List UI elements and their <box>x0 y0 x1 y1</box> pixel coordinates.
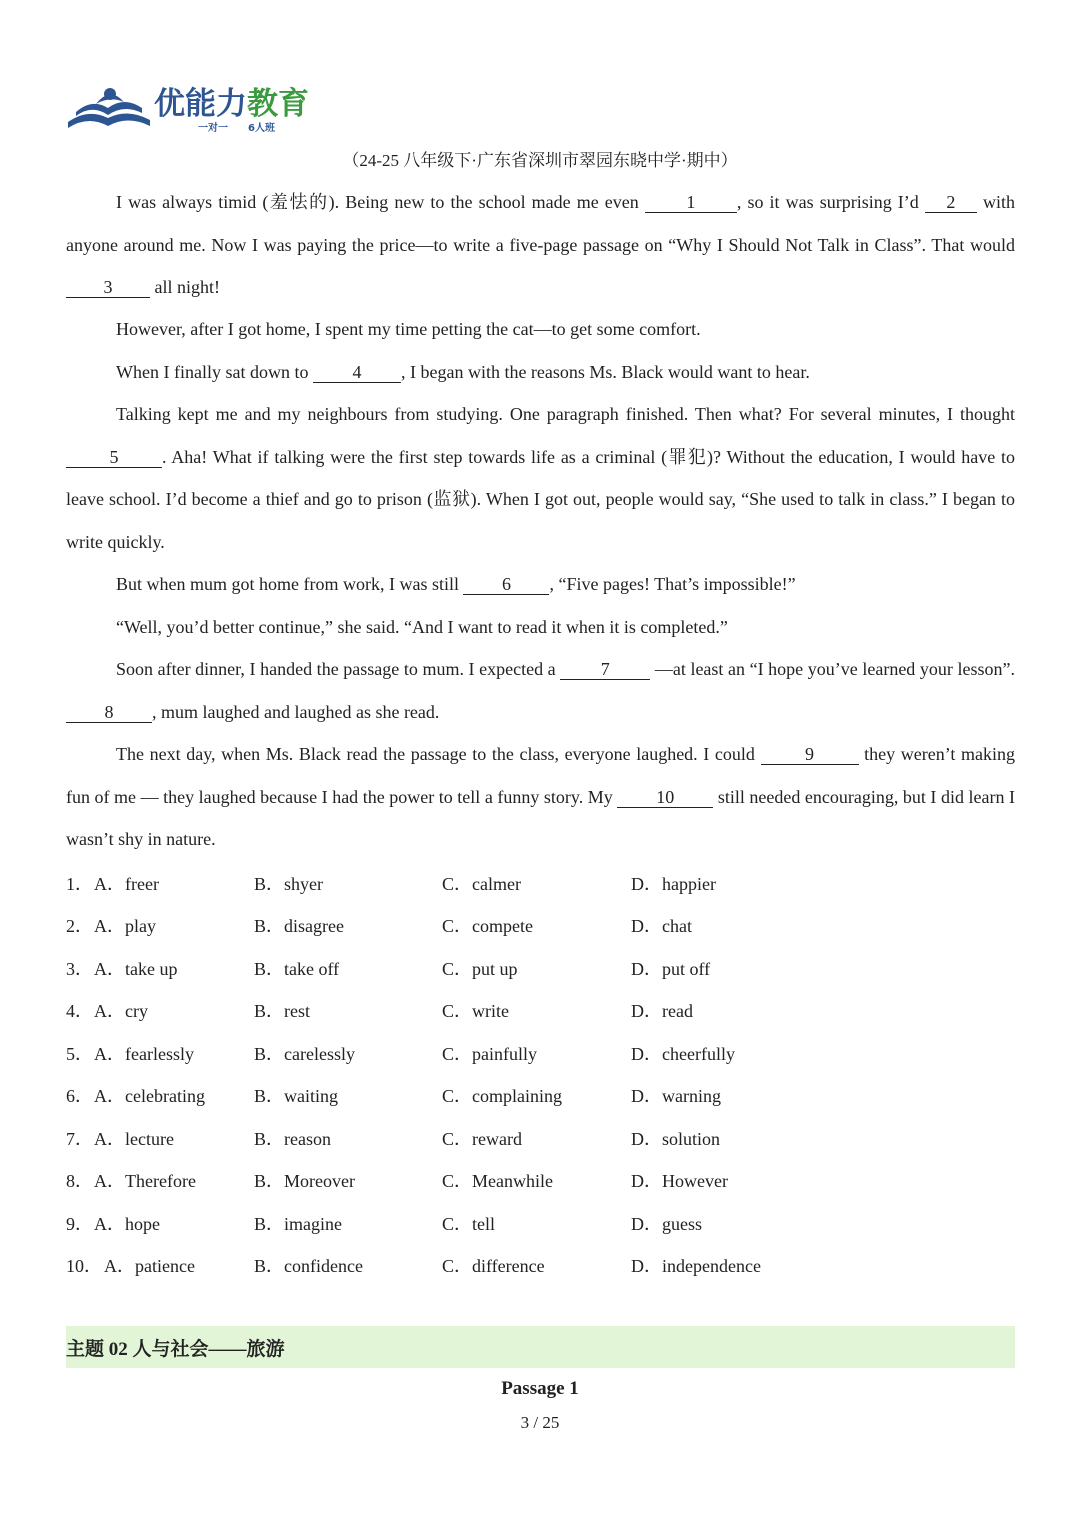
passage-paragraph-3: When I finally sat down to 4 , I began with the reasons Ms. Black would want to hear. <box>116 362 810 382</box>
question-row: 7． A．lecture B．reason C．reward D．solution <box>66 1129 721 1149</box>
question-row: 10． A．patience B．confidence C．difference D．independence <box>66 1256 761 1276</box>
logo <box>66 78 336 136</box>
blank-9: 9 <box>761 744 859 765</box>
page-number: 3 / 25 <box>520 1413 560 1432</box>
question-row: 2． A．play B．disagree C．compete D．chat <box>66 916 692 936</box>
blank-7: 7 <box>560 659 650 680</box>
question-row: 8． A．Therefore B．Moreover C．Meanwhile D．However <box>66 1171 728 1191</box>
exam-source: （24-25 八年级下·广东省深圳市翠园东晓中学·期中） <box>342 151 738 170</box>
passage-heading: Passage 1 <box>501 1378 579 1399</box>
blank-1: 1 <box>645 192 737 213</box>
brand-name: 优能力教育 <box>154 86 309 122</box>
blank-8: 8 <box>66 702 152 723</box>
brand-subtitle: 一对一 6人班 <box>198 123 275 134</box>
question-row: 6． A．celebrating B．waiting C．complaining D．warning <box>66 1086 721 1106</box>
blank-4: 4 <box>313 362 401 383</box>
question-row: 5． A．fearlessly B．carelessly C．painfully D．cheerfully <box>66 1044 735 1064</box>
question-row: 1． A．freer B．shyer C．calmer D．happier <box>66 874 716 894</box>
passage-paragraph-2: However, after I got home, I spent my time petting the cat—to get some comfort. <box>116 319 701 339</box>
passage-paragraph-5: But when mum got home from work, I was still 6 , “Five pages! That’s impossible!” <box>116 574 796 594</box>
passage-paragraph-1: I was always timid (羞怯的). Being new to the school made me even 1 , so it was surprising I’d 2 with anyone around me. Now I was paying the price—to write a five-page passage on “Why I Should Not Talk in Class”. That would 3 all night! <box>66 192 1015 297</box>
book-reader-icon <box>66 82 152 134</box>
passage-paragraph-7: Soon after dinner, I handed the passage to mum. I expected a 7 —at least an “I hope you’ve learned your lesson”. 8 , mum laughed and laughed as she read. <box>66 648 1015 733</box>
blank-10: 10 <box>617 787 713 808</box>
blank-6: 6 <box>463 574 549 595</box>
blank-2: 2 <box>925 192 977 213</box>
theme-title: 主题 02 人与社会——旅游 <box>66 1339 285 1360</box>
question-row: 9． A．hope B．imagine C．tell D．guess <box>66 1214 702 1234</box>
theme-banner <box>66 1326 1015 1368</box>
blank-3: 3 <box>66 277 150 298</box>
question-row: 4． A．cry B．rest C．write D．read <box>66 1001 693 1021</box>
passage-paragraph-4: Talking kept me and my neighbours from studying. One paragraph finished. Then what? For several minutes, I thought 5 . Aha! What if talking were the first step towards life as a criminal (罪犯)? Without the education, I would have to leave school. I’d become a thief and go to prison (监狱). When I got out, people would say, “She used to talk in class.” I began to write quickly. <box>66 404 1015 552</box>
question-row: 3． A．take up B．take off C．put up D．put off <box>66 959 711 979</box>
blank-5: 5 <box>66 447 162 468</box>
passage-paragraph-8: The next day, when Ms. Black read the passage to the class, everyone laughed. I could 9 they weren’t making fun of me — they laughed because I had the power to tell a funny story. My 10 still needed encouraging, but I did learn I wasn’t shy in nature. <box>66 744 1016 849</box>
passage-paragraph-6: “Well, you’d better continue,” she said. “And I want to read it when it is completed.” <box>116 617 728 637</box>
